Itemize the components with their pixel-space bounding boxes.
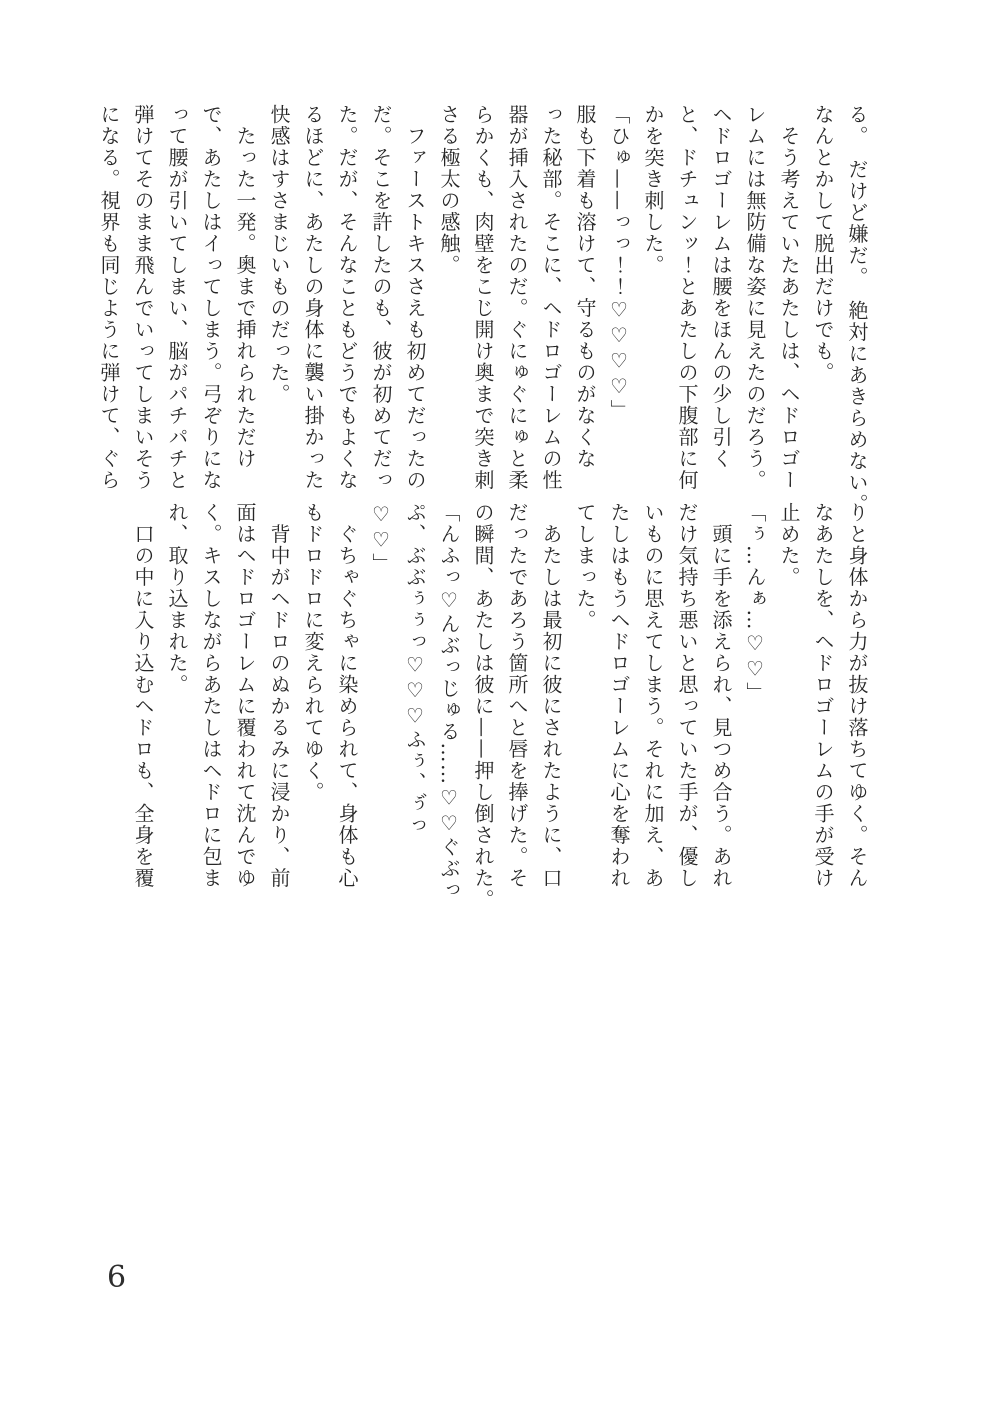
text-line: で、あたしはイってしまう。弓ぞりにな [199,104,223,491]
text-line: って腰が引いてしまい、脳がパチパチと [165,104,189,491]
text-line: 「ひゅ——っっ！！♡♡♡♡」 [607,104,631,421]
text-block-top-tier [92,104,874,515]
text-line: てしまった。 [573,502,597,631]
text-line: 快感はすさまじいものだった。 [267,104,291,405]
text-line: ヘドロゴーレムは腰をほんの少し引く [709,104,733,470]
text-line: なんとかして脱出だけでも。 [811,104,835,384]
text-line: あたしは最初に彼にされたように、口 [539,502,563,889]
text-line: そう考えていたあたしは、ヘドロゴー [777,104,801,491]
text-line: 「ぅ…んぁ…♡♡」 [743,502,767,704]
text-line: た。だが、そんなこともどうでもよくな [335,104,359,491]
text-line: だけ気持ち悪いと思っていた手が、優し [675,502,699,889]
text-line: りと身体から力が抜け落ちてゆく。そん [845,502,869,889]
text-line: と、ドチュンッ！とあたしの下腹部に何 [675,104,699,491]
text-line: 弾けてそのまま飛んでいってしまいそう [131,104,155,491]
text-line: 器が挿入されたのだ。ぐにゅぐにゅと柔 [505,104,529,491]
text-line: る。 だけど嫌だ。 絶対にあきらめない。 [845,104,869,515]
text-line: 口の中に入り込むヘドロも、全身を覆 [131,502,155,889]
text-line: いものに思えてしまう。それに加え、あ [641,502,665,889]
text-line: だったであろう箇所へと唇を捧げた。そ [505,502,529,889]
text-line: 頭に手を添えられ、見つめ合う。あれ [709,502,733,889]
text-line: らかくも、肉壁をこじ開け奥まで突き刺 [471,104,495,491]
text-line: 止めた。 [777,502,801,588]
text-line: ファーストキスさえも初めてだったの [403,104,427,491]
text-line: 服も下着も溶けて、守るものがなくな [573,104,597,470]
text-line: たった一発。奥まで挿れられただけ [233,104,257,470]
text-block-bottom-tier [126,502,874,911]
page-number: 6 [107,1260,127,1295]
text-line: レムには無防備な姿に見えたのだろう。 [743,104,767,491]
text-line: ぐちゃぐちゃに染められて、身体も心 [335,502,359,889]
text-line: れ、取り込まれた。 [165,502,189,696]
text-line: さる極太の感触。 [437,104,461,276]
text-line: かを突き刺した。 [641,104,665,276]
text-line: った秘部。そこに、ヘドロゴーレムの性 [539,104,563,491]
text-line: もドロドロに変えられてゆく。 [301,502,325,803]
text-line: く。キスしながらあたしはヘドロに包ま [199,502,223,889]
text-line: るほどに、あたしの身体に襲い掛かった [301,104,325,491]
text-line: たしはもうヘドロゴーレムに心を奪われ [607,502,631,889]
text-line: ぷ、ぶぶぅぅっ♡♡♡ふぅ、ぅ゙っ [403,502,427,837]
text-line: の瞬間、あたしは彼に——押し倒された。 [471,502,495,911]
text-line: なあたしを、ヘドロゴーレムの手が受け [811,502,835,889]
text-line: になる。視界も同じように弾けて、ぐら [97,104,121,491]
text-line: 背中がヘドロのぬかるみに浸かり、前 [267,502,291,889]
text-line: だ。そこを許したのも、彼が初めてだっ [369,104,393,491]
text-line: ♡♡」 [369,502,393,575]
text-line: 面はヘドロゴーレムに覆われて沈んでゆ [233,502,257,889]
text-line: 「んふっ♡んぶっじゅる……♡♡ぐぶっ [437,502,461,901]
